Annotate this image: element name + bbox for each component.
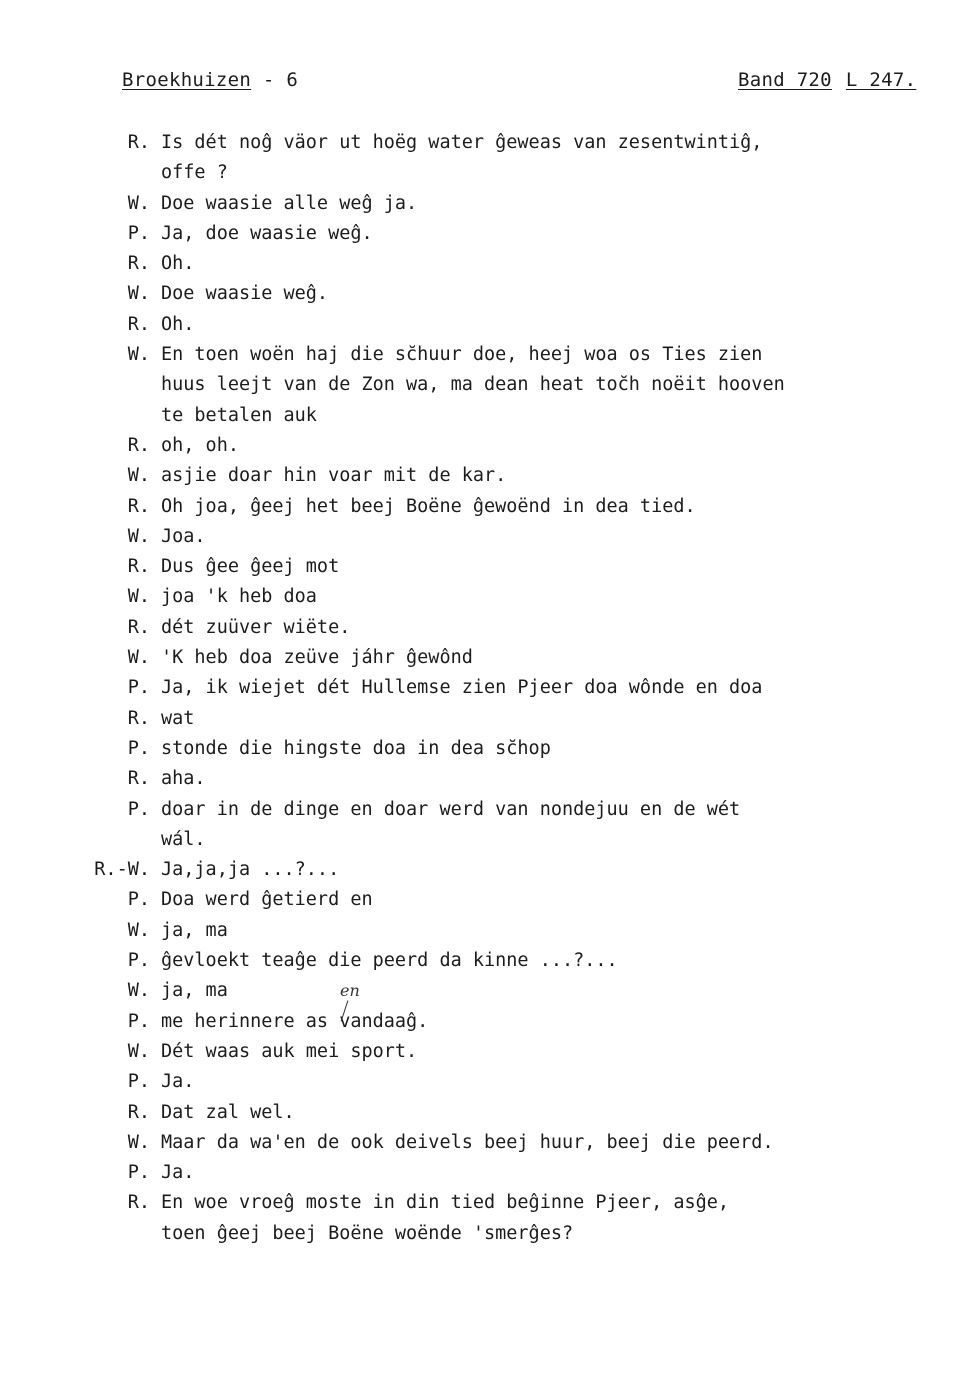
- speaker-label: P.: [127, 889, 150, 911]
- page-header-right: [738, 69, 916, 91]
- transcript-turn: [0, 1007, 973, 1037]
- transcript-turn: [0, 855, 973, 885]
- speaker-label: R.: [127, 495, 150, 517]
- utterance-text: aha.: [161, 768, 206, 790]
- page-header-left: [122, 69, 298, 91]
- utterance-text: ja, ma: [161, 980, 228, 1002]
- utterance-text: Is dét noĝ väor ut hoëg water ĝeweas van zesentwintiĝ, offe ?: [161, 132, 763, 184]
- transcript-body: [0, 128, 973, 1249]
- speaker-label: W.: [127, 980, 150, 1002]
- utterance-text: dét zuüver wiëte.: [161, 616, 351, 638]
- transcript-turn: [0, 340, 973, 431]
- transcript-turn: [0, 734, 973, 764]
- speaker-label: W.: [127, 1131, 150, 1153]
- utterance-text: Ja.: [161, 1071, 195, 1093]
- speaker-label: W.: [127, 919, 150, 941]
- transcript-turn: [0, 704, 973, 734]
- transcript-turn: [0, 582, 973, 612]
- transcript-turn: [0, 1098, 973, 1128]
- speaker-label: R.: [127, 1192, 150, 1214]
- speaker-label: W.: [127, 525, 150, 547]
- utterance-text: Maar da wa'en de ook deivels beej huur, beej die peerd.: [161, 1131, 774, 1153]
- utterance-text: Oh joa, ĝeej het beej Boëne ĝewoënd in dea tied.: [161, 495, 696, 517]
- transcript-turn: [0, 279, 973, 309]
- transcript-turn: [0, 764, 973, 794]
- transcript-turn: [0, 522, 973, 552]
- speaker-label: R.: [127, 556, 150, 578]
- utterance-text: 'K heb doa zeüve jáhr ĝewônd: [161, 647, 473, 669]
- transcript-turn: [0, 613, 973, 643]
- speaker-label: R.: [127, 616, 150, 638]
- page-number: - 6: [262, 69, 299, 91]
- speaker-label: W.: [127, 586, 150, 608]
- transcript-turn: [0, 310, 973, 340]
- utterance-text: Ja.: [161, 1162, 195, 1184]
- transcript-turn: [0, 946, 973, 976]
- transcript-turn: [0, 916, 973, 946]
- speaker-label: W.: [127, 192, 150, 214]
- document-title: Broekhuizen: [122, 69, 252, 91]
- utterance-text: Oh.: [161, 313, 195, 335]
- transcript-turn: [0, 643, 973, 673]
- utterance-text: Dat zal wel.: [161, 1101, 295, 1123]
- speaker-label: P.: [127, 1162, 150, 1184]
- transcript-turn: [0, 1188, 973, 1249]
- speaker-label: R.: [127, 707, 150, 729]
- transcript-turn: [0, 1128, 973, 1158]
- utterance-text: me herinnere as vandaaĝ.: [161, 1010, 429, 1032]
- utterance-text: ĝevloekt teaĝe die peerd da kinne ...?...: [161, 950, 618, 972]
- speaker-label: W.: [127, 283, 150, 305]
- speaker-label: W.: [127, 465, 150, 487]
- speaker-label: R.-W.: [94, 859, 150, 881]
- speaker-label: P.: [127, 737, 150, 759]
- utterance-text: Doa werd ĝetierd en: [161, 889, 373, 911]
- speaker-label: W.: [127, 647, 150, 669]
- transcript-turn: [0, 431, 973, 461]
- speaker-label: P.: [127, 950, 150, 972]
- utterance-text: Ja, ik wiejet dét Hullemse zien Pjeer doa wônde en doa: [161, 677, 763, 699]
- utterance-text: Ja, doe waasie weĝ.: [161, 222, 373, 244]
- transcript-turn: [0, 492, 973, 522]
- transcript-turn: [0, 1158, 973, 1188]
- speaker-label: R.: [127, 253, 150, 275]
- speaker-label: W.: [127, 1040, 150, 1062]
- utterance-text: oh, oh.: [161, 434, 239, 456]
- reference-label: L 247.: [845, 69, 917, 91]
- speaker-label: R.: [127, 768, 150, 790]
- utterance-text: wat: [161, 707, 195, 729]
- speaker-label: R.: [127, 434, 150, 456]
- handwritten-insertion: en: [340, 981, 360, 1000]
- utterance-text: ja, ma: [161, 919, 228, 941]
- utterance-text: Ja,ja,ja ...?...: [161, 859, 340, 881]
- utterance-text: asjie doar hin voar mit de kar.: [161, 465, 507, 487]
- utterance-text: stonde die hingste doa in dea sc̆hop: [161, 737, 551, 759]
- utterance-text: joa 'k heb doa: [161, 586, 317, 608]
- utterance-text: doar in de dinge en doar werd van nondejuu en de wét wál.: [161, 798, 741, 850]
- utterance-text: Dus ĝee ĝeej mot: [161, 556, 340, 578]
- transcript-turn: [0, 1067, 973, 1097]
- utterance-text: Oh.: [161, 253, 195, 275]
- transcript-turn: [0, 885, 973, 915]
- transcript-turn: [0, 128, 973, 189]
- utterance-text: Doe waasie weĝ.: [161, 283, 329, 305]
- transcript-turn: [0, 795, 973, 856]
- transcript-turn: [0, 673, 973, 703]
- utterance-text: Joa.: [161, 525, 206, 547]
- speaker-label: P.: [127, 222, 150, 244]
- speaker-label: P.: [127, 677, 150, 699]
- transcript-turn: [0, 552, 973, 582]
- transcript-turn: [0, 189, 973, 219]
- speaker-label: P.: [127, 798, 150, 820]
- utterance-text: Doe waasie alle weĝ ja.: [161, 192, 418, 214]
- speaker-label: R.: [127, 132, 150, 153]
- utterance-text: En woe vroeĝ moste in din tied beĝinne Pjeer, asĝe, toen ĝeej beej Boëne woënde 'smerĝes?: [161, 1192, 730, 1244]
- utterance-text: Dét waas auk mei sport.: [161, 1040, 418, 1062]
- speaker-label: R.: [127, 1101, 150, 1123]
- speaker-label: P.: [127, 1010, 150, 1032]
- transcript-turn: [0, 1037, 973, 1067]
- utterance-text: En toen woën haj die sc̆huur doe, heej woa os Ties zien huus leejt van de Zon wa, ma dean heat toc̆h noëit hooven te betalen auk: [161, 344, 785, 426]
- transcript-turn: [0, 976, 973, 1006]
- speaker-label: R.: [127, 313, 150, 335]
- transcript-turn: [0, 219, 973, 249]
- transcript-turn: [0, 461, 973, 491]
- transcript-turn: [0, 249, 973, 279]
- speaker-label: W.: [127, 344, 150, 366]
- speaker-label: P.: [127, 1071, 150, 1093]
- band-label: Band 720: [738, 69, 832, 91]
